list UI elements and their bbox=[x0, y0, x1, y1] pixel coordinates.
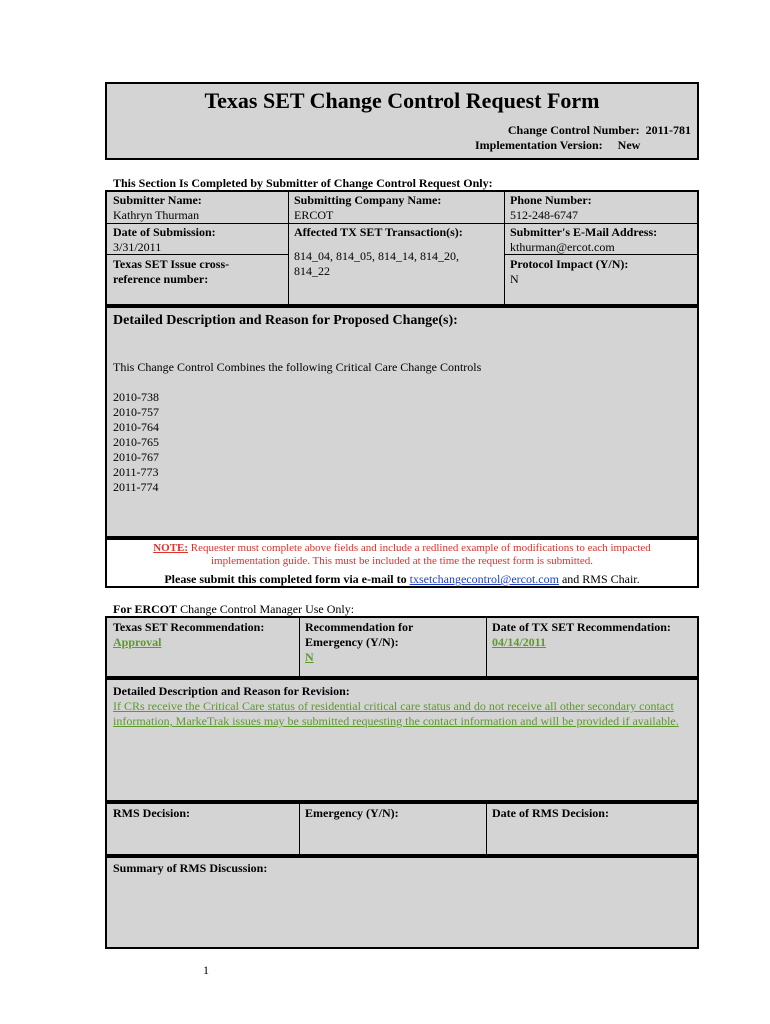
emergency-rec-label: Recommendation for Emergency (Y/N): bbox=[305, 620, 414, 649]
phone-label: Phone Number: bbox=[510, 193, 592, 207]
cc-number-value: 2011-781 bbox=[645, 123, 691, 137]
note-label: NOTE: bbox=[153, 542, 189, 554]
control-item: 2010-738 bbox=[113, 390, 159, 404]
transactions-cell bbox=[294, 225, 499, 279]
note-box bbox=[105, 538, 699, 588]
description-heading: Detailed Description and Reason for Proposed Change(s): bbox=[113, 313, 458, 328]
email-cell bbox=[510, 225, 695, 255]
form-title: Texas SET Change Control Request Form bbox=[204, 88, 600, 113]
note-body: Requester must complete above fields and include a redlined example of modifications to each impacted implementation guide. This must be included at the time the request form is submitted. bbox=[190, 542, 651, 567]
implementation-version bbox=[475, 138, 640, 153]
description-intro: This Change Control Combines the following Critical Care Change Controls bbox=[113, 360, 482, 374]
ercot-section-heading bbox=[113, 602, 354, 617]
protocol-label: Protocol Impact (Y/N): bbox=[510, 257, 629, 271]
recommendation-label: Texas SET Recommendation: bbox=[113, 620, 265, 634]
summary-box bbox=[105, 856, 699, 949]
rms-decision-row bbox=[105, 802, 699, 856]
phone-value: 512-248-6747 bbox=[510, 208, 578, 222]
crossref-label: Texas SET Issue cross-reference number: bbox=[113, 257, 230, 286]
rec-date-label: Date of TX SET Recommendation: bbox=[492, 620, 671, 634]
date-value: 3/31/2011 bbox=[113, 240, 162, 254]
control-item: 2011-774 bbox=[113, 480, 159, 494]
emergency-label: Emergency (Y/N): bbox=[305, 806, 399, 820]
revision-label: Detailed Description and Reason for Revision: bbox=[113, 684, 350, 698]
submitter-name-value: Kathryn Thurman bbox=[113, 208, 200, 222]
submitter-name-cell bbox=[113, 193, 285, 223]
recommendation-cell bbox=[113, 620, 295, 650]
rms-decision-label: RMS Decision: bbox=[113, 806, 190, 820]
revision-box bbox=[105, 678, 699, 802]
ercot-heading-bold: For ERCOT bbox=[113, 602, 178, 616]
revision-text: If CRs receive the Critical Care status of residential critical care status and do not receive all other secondary contact information, MarkeTrak issues may be submitted requesting the contact information and will be provided if available. bbox=[113, 699, 679, 728]
control-item: 2011-773 bbox=[113, 465, 159, 479]
control-item: 2010-765 bbox=[113, 435, 159, 449]
transactions-value: 814_04, 814_05, 814_14, 814_20, 814_22 bbox=[294, 249, 459, 278]
control-item: 2010-764 bbox=[113, 420, 159, 434]
email-label: Submitter's E-Mail Address: bbox=[510, 225, 658, 239]
protocol-cell bbox=[510, 257, 695, 287]
impl-version-label: Implementation Version: bbox=[475, 138, 603, 152]
control-item: 2010-767 bbox=[113, 450, 159, 464]
phone-cell bbox=[510, 193, 695, 223]
submitter-section-heading: This Section Is Completed by Submitter of Change Control Request Only: bbox=[113, 176, 493, 190]
ercot-heading-rest: Change Control Manager Use Only: bbox=[180, 602, 355, 616]
emergency-rec-value: N bbox=[305, 650, 314, 664]
emergency-rec-cell bbox=[305, 620, 455, 665]
email-value: kthurman@ercot.com bbox=[510, 240, 615, 254]
rms-date-label: Date of RMS Decision: bbox=[492, 806, 609, 820]
ercot-recommendation-row bbox=[105, 616, 699, 678]
submit-instruction bbox=[107, 572, 697, 587]
date-label: Date of Submission: bbox=[113, 225, 216, 239]
control-item: 2010-757 bbox=[113, 405, 159, 419]
page-number: 1 bbox=[203, 963, 209, 977]
description-box bbox=[105, 306, 699, 538]
company-cell bbox=[294, 193, 499, 223]
rec-date-cell bbox=[492, 620, 695, 650]
company-label: Submitting Company Name: bbox=[294, 193, 442, 207]
protocol-value: N bbox=[510, 272, 519, 286]
submit-prefix: Please submit this completed form via e-mail to bbox=[164, 572, 407, 586]
submission-email-link[interactable]: txsetchangecontrol@ercot.com bbox=[409, 572, 559, 586]
note-text bbox=[137, 542, 667, 568]
company-value: ERCOT bbox=[294, 208, 334, 222]
controls-list bbox=[113, 390, 159, 495]
recommendation-value: Approval bbox=[113, 635, 162, 649]
summary-label: Summary of RMS Discussion: bbox=[113, 861, 268, 875]
form-header bbox=[105, 82, 699, 160]
submitter-grid bbox=[105, 190, 699, 306]
change-control-number bbox=[508, 123, 691, 138]
rec-date-value: 04/14/2011 bbox=[492, 635, 547, 649]
submit-suffix: and RMS Chair. bbox=[561, 572, 640, 586]
submitter-name-label: Submitter Name: bbox=[113, 193, 202, 207]
impl-version-value: New bbox=[617, 138, 641, 152]
transactions-label: Affected TX SET Transaction(s): bbox=[294, 225, 463, 239]
date-cell bbox=[113, 225, 285, 255]
cc-number-label: Change Control Number: bbox=[507, 123, 640, 137]
